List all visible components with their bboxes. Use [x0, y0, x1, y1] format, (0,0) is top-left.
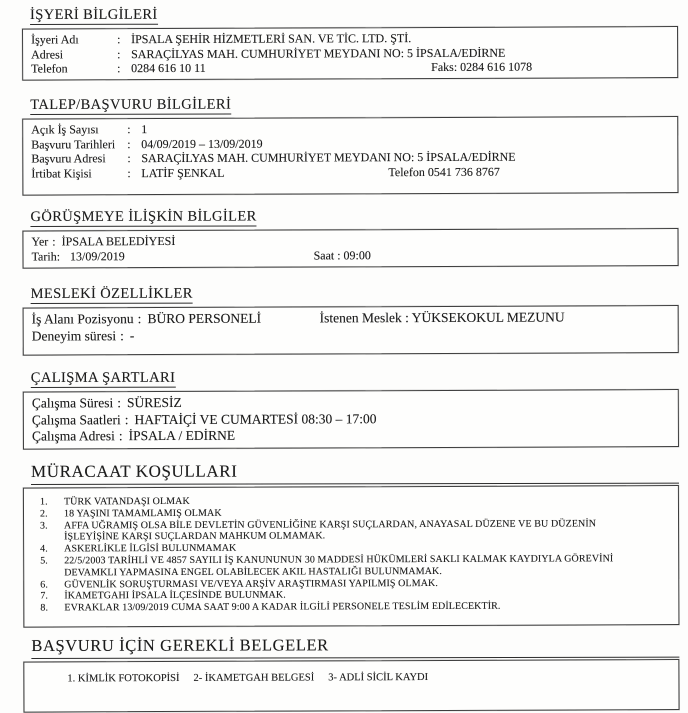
field-value: SARAÇİLYAS MAH. CUMHURİYET MEYDANI NO: 5 İPSALA/EDİRNE	[141, 149, 669, 166]
field-label: Telefon	[31, 61, 117, 76]
table-row	[32, 325, 670, 344]
application-info-box	[22, 116, 678, 196]
field-label: Yer	[31, 234, 48, 248]
item-text: TÜRK VATANDAŞI OLMAK	[64, 494, 642, 508]
field-label: Çalışma Adresi	[32, 428, 115, 443]
section-heading: BAŞVURU İÇİN GEREKLİ BELGELER	[31, 635, 679, 659]
table-row	[32, 409, 670, 428]
field-value: İPSALA / EDİRNE	[129, 427, 236, 442]
required-documents-box	[23, 659, 679, 713]
field-label: Çalışma Süresi	[32, 395, 113, 410]
table-row	[32, 393, 670, 412]
item-number: 8.	[40, 603, 64, 615]
field-value: LATİF ŞENKAL	[141, 163, 669, 180]
item-text: ASKERLİKLE İLGİSİ BULUNMAMAK	[64, 541, 642, 555]
item-text: GÜVENLİK SORUŞTURMASI VE/VEYA ARŞİV ARAŞTIRMASI YAPILMIŞ OLMAK.	[64, 577, 642, 591]
section-heading: TALEP/BAŞVURU BİLGİLERİ	[30, 96, 231, 114]
colon: :	[120, 327, 124, 342]
item-number: 4.	[40, 544, 64, 556]
section-professional-qualifications	[23, 283, 679, 354]
contact-phone-value: Telefon 0541 736 8767	[388, 164, 500, 179]
table-row	[31, 232, 669, 249]
field-value: 0284 616 10 11	[131, 59, 669, 76]
table-row	[32, 309, 670, 328]
document-item: 2- İKAMETGAH BELGESİ	[193, 671, 314, 684]
section-interview-info	[22, 206, 678, 267]
section-workplace-info	[22, 5, 678, 80]
list-item	[40, 600, 642, 614]
field-value: İPSALA BELEDİYESİ	[62, 233, 176, 247]
field-label: Açık İş Sayısı	[31, 122, 127, 137]
item-text: AFFA UĞRAMIŞ OLSA BİLE DEVLETİN GÜVENLİĞİNE KARŞI SUÇLARDAN, ANAYASAL DÜZENE VE BU DÜZENİN İŞLEYİŞİNE KARŞI SUÇLARDAN MAHKUM OLMAMAK.	[64, 518, 642, 544]
field-value: BÜRO PERSONELİ	[147, 310, 261, 325]
field-label: İşyeri Adı	[31, 32, 117, 47]
table-row	[32, 247, 670, 264]
section-application-requirements	[23, 461, 679, 627]
item-text: EVRAKLAR 13/09/2019 CUMA SAAT 9:00 A KADAR İLGİLİ PERSONELE TESLİM EDİLECEKTİR.	[64, 600, 642, 614]
item-text: 18 YAŞINI TAMAMLAMIŞ OLMAK	[64, 506, 642, 520]
working-conditions-box	[23, 389, 679, 449]
table-row	[31, 59, 669, 76]
section-heading: GÖRÜŞMEYE İLİŞKİN BİLGİLER	[30, 208, 256, 226]
colon: :	[127, 122, 141, 137]
field-value: HAFTAİÇİ VE CUMARTESİ 08:30 – 17:00	[134, 410, 376, 426]
field-value: -	[130, 327, 135, 342]
section-required-documents	[23, 635, 679, 712]
colon: :	[138, 311, 142, 326]
colon: :	[117, 61, 131, 76]
colon: :	[127, 151, 141, 166]
item-text: İKAMETGAHI İPSALA İLÇESİNDE BULUNMAK.	[64, 589, 642, 603]
workplace-info-box	[22, 26, 678, 80]
table-row	[32, 426, 670, 445]
item-number: 5.	[40, 555, 64, 579]
documents-list	[67, 670, 670, 685]
item-number: 1.	[40, 496, 64, 508]
document-item: 3- ADLİ SİCİL KAYDI	[328, 671, 428, 684]
item-text: 22/5/2003 TARİHLİ VE 4857 SAYILI İŞ KANUNUNUN 30 MADDESİ HÜKÜMLERİ SAKLI KALMAK KAYDIYLA GÖREVİNİ DEVAMKLI YAPMASINA ENGEL OLABİLECEK AKIL HASTALIĞI BULUNMAMAK.	[64, 553, 642, 579]
field-label: Çalışma Saatleri	[32, 411, 121, 426]
item-number: 2.	[40, 508, 64, 520]
section-application-info	[22, 94, 678, 194]
item-number: 3.	[40, 520, 64, 544]
section-heading: MÜRACAAT KOŞULLARI	[31, 461, 679, 485]
item-number: 7.	[40, 591, 64, 603]
colon: :	[117, 395, 121, 410]
field-label: Deneyim süresi	[32, 327, 116, 342]
field-label: Tarih:	[32, 249, 61, 263]
colon: :	[52, 234, 55, 248]
colon: :	[119, 428, 123, 443]
section-heading: İŞYERİ BİLGİLERİ	[30, 7, 158, 25]
table-row	[31, 163, 669, 180]
job-posting-document	[22, 0, 679, 712]
field-value: İPSALA ŞEHİR HİZMETLERİ SAN. VE TİC. LTD. ŞTİ.	[131, 30, 669, 47]
list-item	[40, 553, 642, 579]
section-heading: ÇALIŞMA ŞARTLARI	[31, 369, 176, 387]
interview-info-box	[22, 228, 678, 269]
field-label: Başvuru Tarihleri	[31, 136, 127, 151]
fax-value: Faks: 0284 616 1078	[431, 60, 532, 75]
colon: :	[117, 47, 131, 62]
colon: :	[117, 32, 131, 47]
field-value: 04/09/2019 – 13/09/2019	[141, 134, 669, 151]
list-item	[40, 518, 642, 544]
professional-qualifications-box	[23, 305, 679, 356]
interview-time-value: Saat : 09:00	[314, 248, 371, 263]
field-value: 1	[141, 120, 669, 137]
field-label: Adresi	[31, 47, 117, 62]
field-label: İş Alanı Pozisyonu	[32, 311, 134, 326]
field-label: Başvuru Adresi	[31, 151, 127, 166]
section-working-conditions	[23, 367, 679, 448]
requested-profession-value: İstenen Meslek : YÜKSEKOKUL MEZUNU	[320, 309, 565, 326]
colon: :	[125, 411, 129, 426]
field-value: 13/09/2019	[70, 249, 125, 263]
field-value: SARAÇİLYAS MAH. CUMHURİYET MEYDANI NO: 5 İPSALA/EDİRNE	[131, 45, 669, 62]
section-heading: MESLEKİ ÖZELLİKLER	[31, 285, 193, 303]
document-item: 1. KİMLİK FOTOKOPİSİ	[67, 672, 179, 685]
colon: :	[127, 136, 141, 151]
field-value: SÜRESİZ	[127, 394, 182, 409]
field-label: İrtibat Kişisi	[31, 165, 127, 180]
colon: :	[127, 165, 141, 180]
application-requirements-box	[23, 485, 680, 627]
item-number: 6.	[40, 579, 64, 591]
